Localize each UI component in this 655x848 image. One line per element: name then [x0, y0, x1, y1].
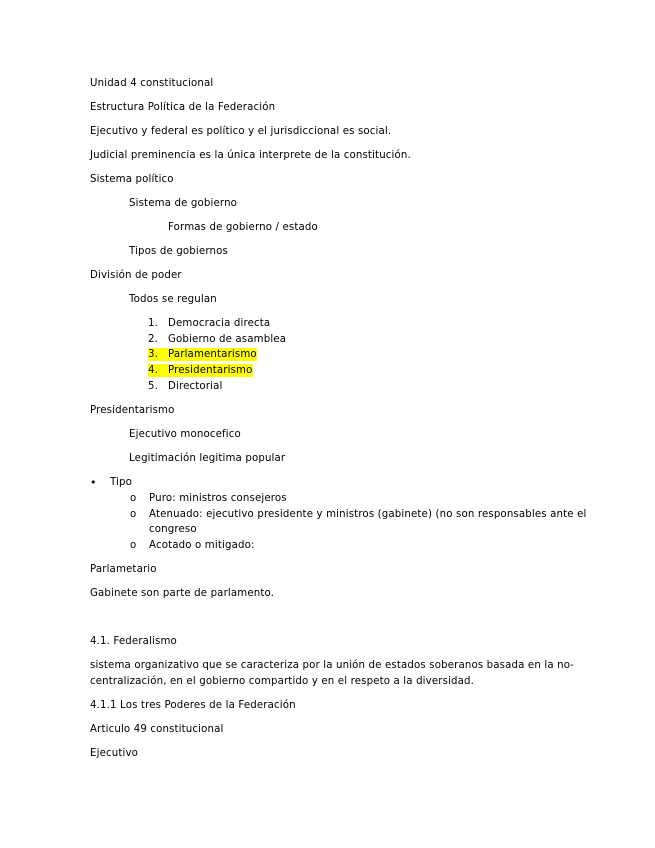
- list-item: Gobierno de asamblea: [168, 334, 287, 345]
- list-item: Directorial: [168, 381, 223, 392]
- paragraph: Parlametario: [90, 564, 157, 575]
- list-number: 1.: [148, 318, 159, 329]
- section-heading: 4.1. Federalismo: [90, 636, 177, 647]
- sub-bullet-item-continued: congreso: [149, 524, 197, 535]
- list-number: 2.: [148, 334, 159, 345]
- list-item-highlighted: Parlamentarismo: [168, 349, 257, 360]
- paragraph: Gabinete son parte de parlamento.: [90, 588, 275, 599]
- indented-line: Ejecutivo monocefico: [129, 429, 241, 440]
- indented-line: Formas de gobierno / estado: [168, 222, 318, 233]
- list-item-highlighted: Presidentarismo: [168, 365, 253, 376]
- paragraph-continued: centralización, en el gobierno compartido y en el respeto a la diversidad.: [90, 676, 475, 687]
- paragraph: Ejecutivo y federal es político y el jurisdiccional es social.: [90, 126, 392, 137]
- paragraph: Sistema político: [90, 174, 174, 185]
- indented-line: Legitimación legitima popular: [129, 453, 286, 464]
- unit-title: Unidad 4 constitucional: [90, 78, 214, 89]
- bullet-icon: •: [90, 476, 97, 489]
- indented-line: Sistema de gobierno: [129, 198, 238, 209]
- paragraph: sistema organizativo que se caracteriza por la unión de estados soberanos basada en la no-: [90, 660, 575, 671]
- paragraph: Articulo 49 constitucional: [90, 724, 224, 735]
- circle-bullet-icon: o: [130, 540, 137, 551]
- sub-bullet-item: Acotado o mitigado:: [149, 540, 255, 551]
- paragraph: Presidentarismo: [90, 405, 175, 416]
- circle-bullet-icon: o: [130, 493, 137, 504]
- sub-bullet-item: Atenuado: ejecutivo presidente y ministros (gabinete) (no son responsables ante el: [149, 509, 587, 520]
- list-item: Democracia directa: [168, 318, 271, 329]
- circle-bullet-icon: o: [130, 509, 137, 520]
- bullet-item: Tipo: [110, 477, 133, 488]
- list-number: 4.: [148, 364, 168, 377]
- list-number: 3.: [148, 348, 168, 361]
- paragraph: División de poder: [90, 270, 182, 281]
- indented-line: Todos se regulan: [129, 294, 217, 305]
- paragraph: Ejecutivo: [90, 748, 139, 759]
- subsection-heading: 4.1.1 Los tres Poderes de la Federación: [90, 700, 296, 711]
- section-heading: Estructura Política de la Federación: [90, 102, 276, 113]
- list-number: 5.: [148, 381, 159, 392]
- sub-bullet-item: Puro: ministros consejeros: [149, 493, 287, 504]
- indented-line: Tipos de gobiernos: [129, 246, 228, 257]
- paragraph: Judicial preminencia es la única interprete de la constitución.: [90, 150, 411, 161]
